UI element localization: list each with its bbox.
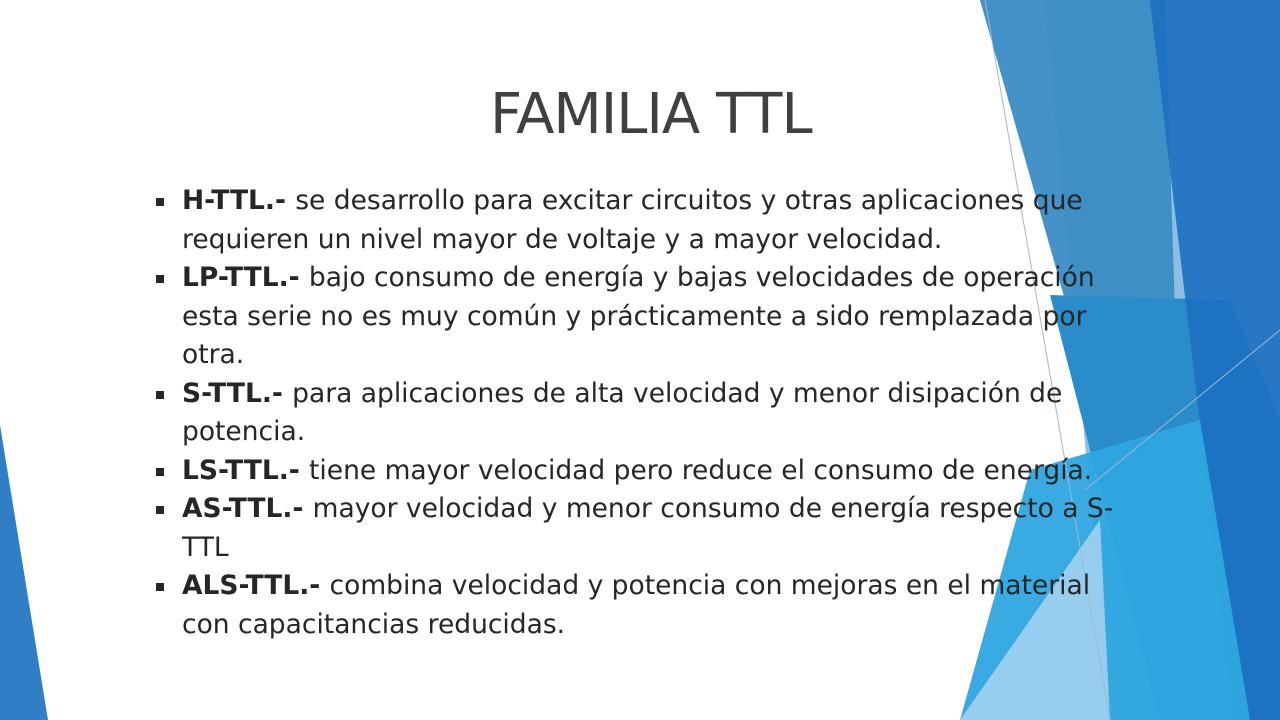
bullet-term: LP-TTL.-	[182, 262, 309, 293]
square-bullet-icon	[156, 506, 164, 514]
bullet-list	[150, 182, 1130, 644]
left-accent-shape	[0, 425, 48, 720]
list-item	[150, 182, 1130, 259]
square-bullet-icon	[156, 468, 164, 476]
bullet-text: mayor velocidad y menor consumo de energía respecto a S-TTL	[182, 493, 1114, 563]
list-item	[150, 259, 1130, 375]
bullet-text: para aplicaciones de alta velocidad y menor disipación de potencia.	[182, 377, 1063, 447]
slide-title: FAMILIA TTL	[490, 82, 812, 147]
list-item	[150, 375, 1130, 452]
list-item	[150, 490, 1130, 567]
bullet-term: H-TTL.-	[182, 185, 296, 216]
square-bullet-icon	[156, 583, 164, 591]
bullet-text: tiene mayor velocidad pero reduce el consumo de energía.	[309, 454, 1093, 486]
bullet-text: se desarrollo para excitar circuitos y otras aplicaciones que requieren un nivel mayor de voltaje y a mayor velocidad.	[182, 185, 1083, 255]
list-item	[150, 567, 1130, 644]
bullet-text: combina velocidad y potencia con mejoras en el material con capacitancias reducidas.	[182, 570, 1091, 640]
bullet-term: AS-TTL.-	[182, 493, 313, 524]
bullet-text: bajo consumo de energía y bajas velocidades de operación esta serie no es muy común y prácticamente a sido remplazada por otra.	[182, 262, 1095, 370]
square-bullet-icon	[156, 275, 164, 283]
bullet-term: ALS-TTL.-	[182, 570, 330, 601]
list-item	[150, 452, 1130, 491]
bullet-term: S-TTL.-	[182, 377, 293, 409]
square-bullet-icon	[156, 391, 164, 399]
bullet-term: LS-TTL.-	[182, 454, 310, 486]
square-bullet-icon	[156, 198, 164, 206]
